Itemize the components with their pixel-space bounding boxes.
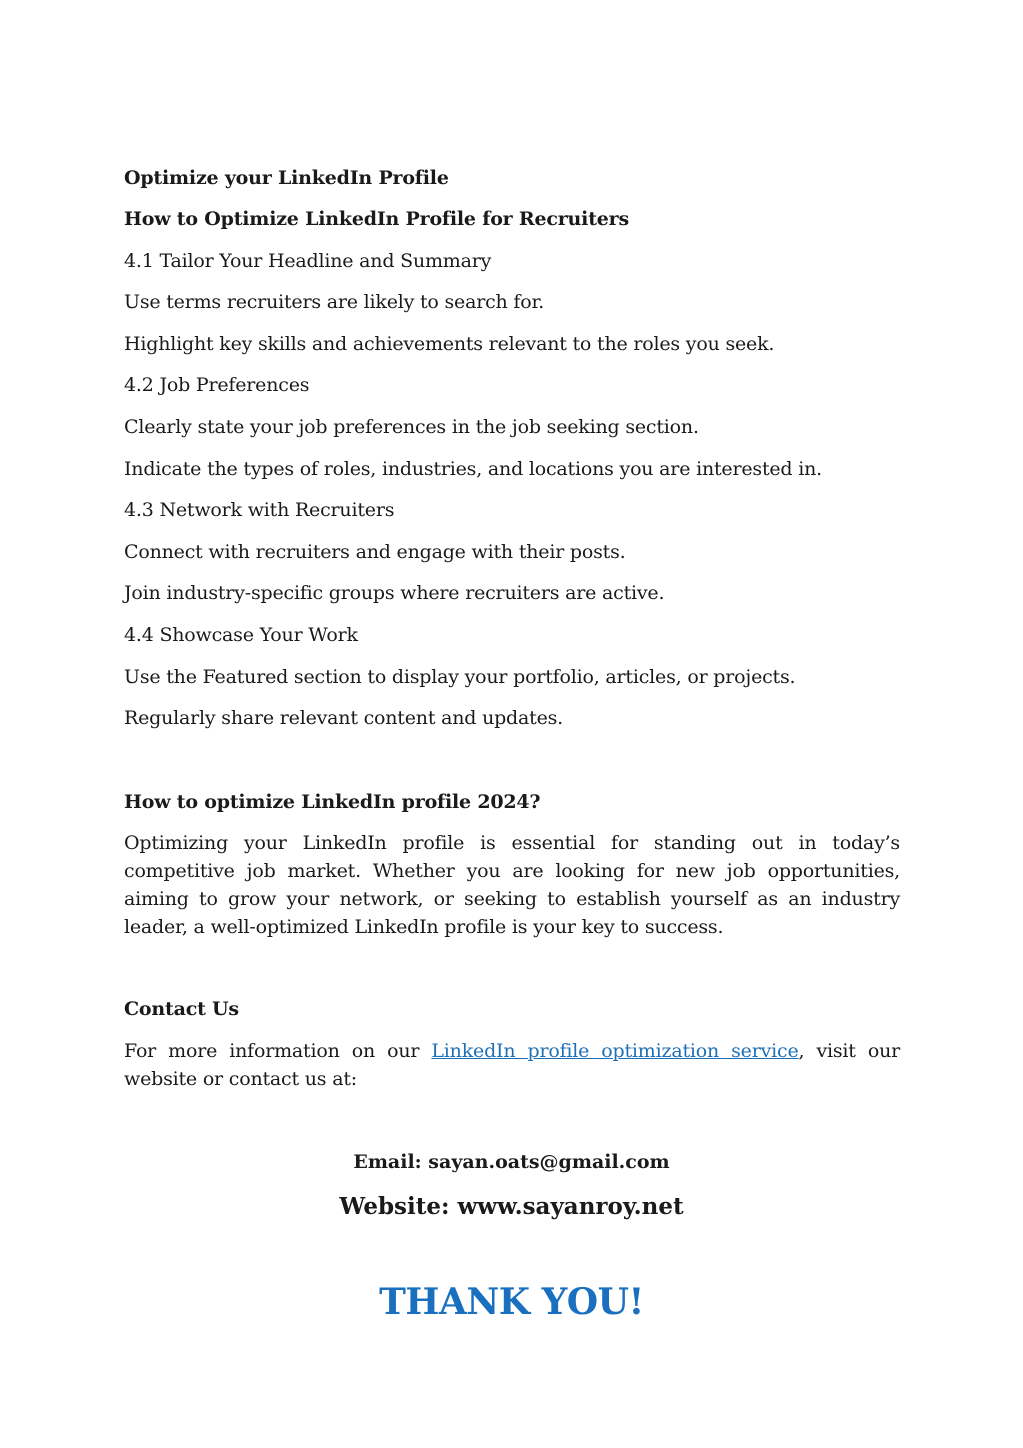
- contact-text-pre: For more information on our: [124, 1040, 432, 1062]
- section-4-4-point-1: Use the Featured section to display your portfolio, articles, or projects.: [124, 666, 796, 688]
- section-4-3-title: 4.3 Network with Recruiters: [124, 499, 395, 521]
- recruiters-heading: How to Optimize LinkedIn Profile for Recruiters: [124, 208, 629, 230]
- contact-heading: Contact Us: [124, 998, 239, 1020]
- section-4-3-point-2: Join industry-specific groups where recruiters are active.: [124, 582, 665, 604]
- intro-paragraph: Optimizing your LinkedIn profile is essential for standing out in today’s competitive job market. Whether you are looking for new job opportunities, aiming to grow your network, or seeking to establish yourself as an industry leader, a well-optimized LinkedIn profile is your key to success.: [124, 832, 900, 938]
- optimization-service-link[interactable]: LinkedIn profile optimization service: [431, 1040, 799, 1062]
- optimize-2024-heading: How to optimize LinkedIn profile 2024?: [124, 791, 541, 813]
- thank-you-heading: THANK YOU!: [379, 1281, 644, 1323]
- section-4-1-point-2: Highlight key skills and achievements relevant to the roles you seek.: [124, 333, 775, 355]
- contact-text-post: , visit our website or contact us at:: [124, 1040, 900, 1090]
- section-4-4-title: 4.4 Showcase Your Work: [124, 624, 358, 646]
- section-4-3-point-1: Connect with recruiters and engage with their posts.: [124, 541, 626, 563]
- section-4-1-point-1: Use terms recruiters are likely to search for.: [124, 291, 545, 313]
- main-heading: Optimize your LinkedIn Profile: [124, 167, 449, 189]
- section-4-4-point-2: Regularly share relevant content and updates.: [124, 707, 564, 729]
- section-4-2-title: 4.2 Job Preferences: [124, 374, 310, 396]
- section-4-2-point-2: Indicate the types of roles, industries, and locations you are interested in.: [124, 458, 822, 480]
- contact-paragraph: [124, 1037, 900, 1093]
- email-line: Email: sayan.oats@gmail.com: [353, 1151, 670, 1173]
- section-4-2-point-1: Clearly state your job preferences in the job seeking section.: [124, 416, 699, 438]
- section-4-1-title: 4.1 Tailor Your Headline and Summary: [124, 250, 492, 272]
- website-line: Website: www.sayanroy.net: [339, 1193, 684, 1220]
